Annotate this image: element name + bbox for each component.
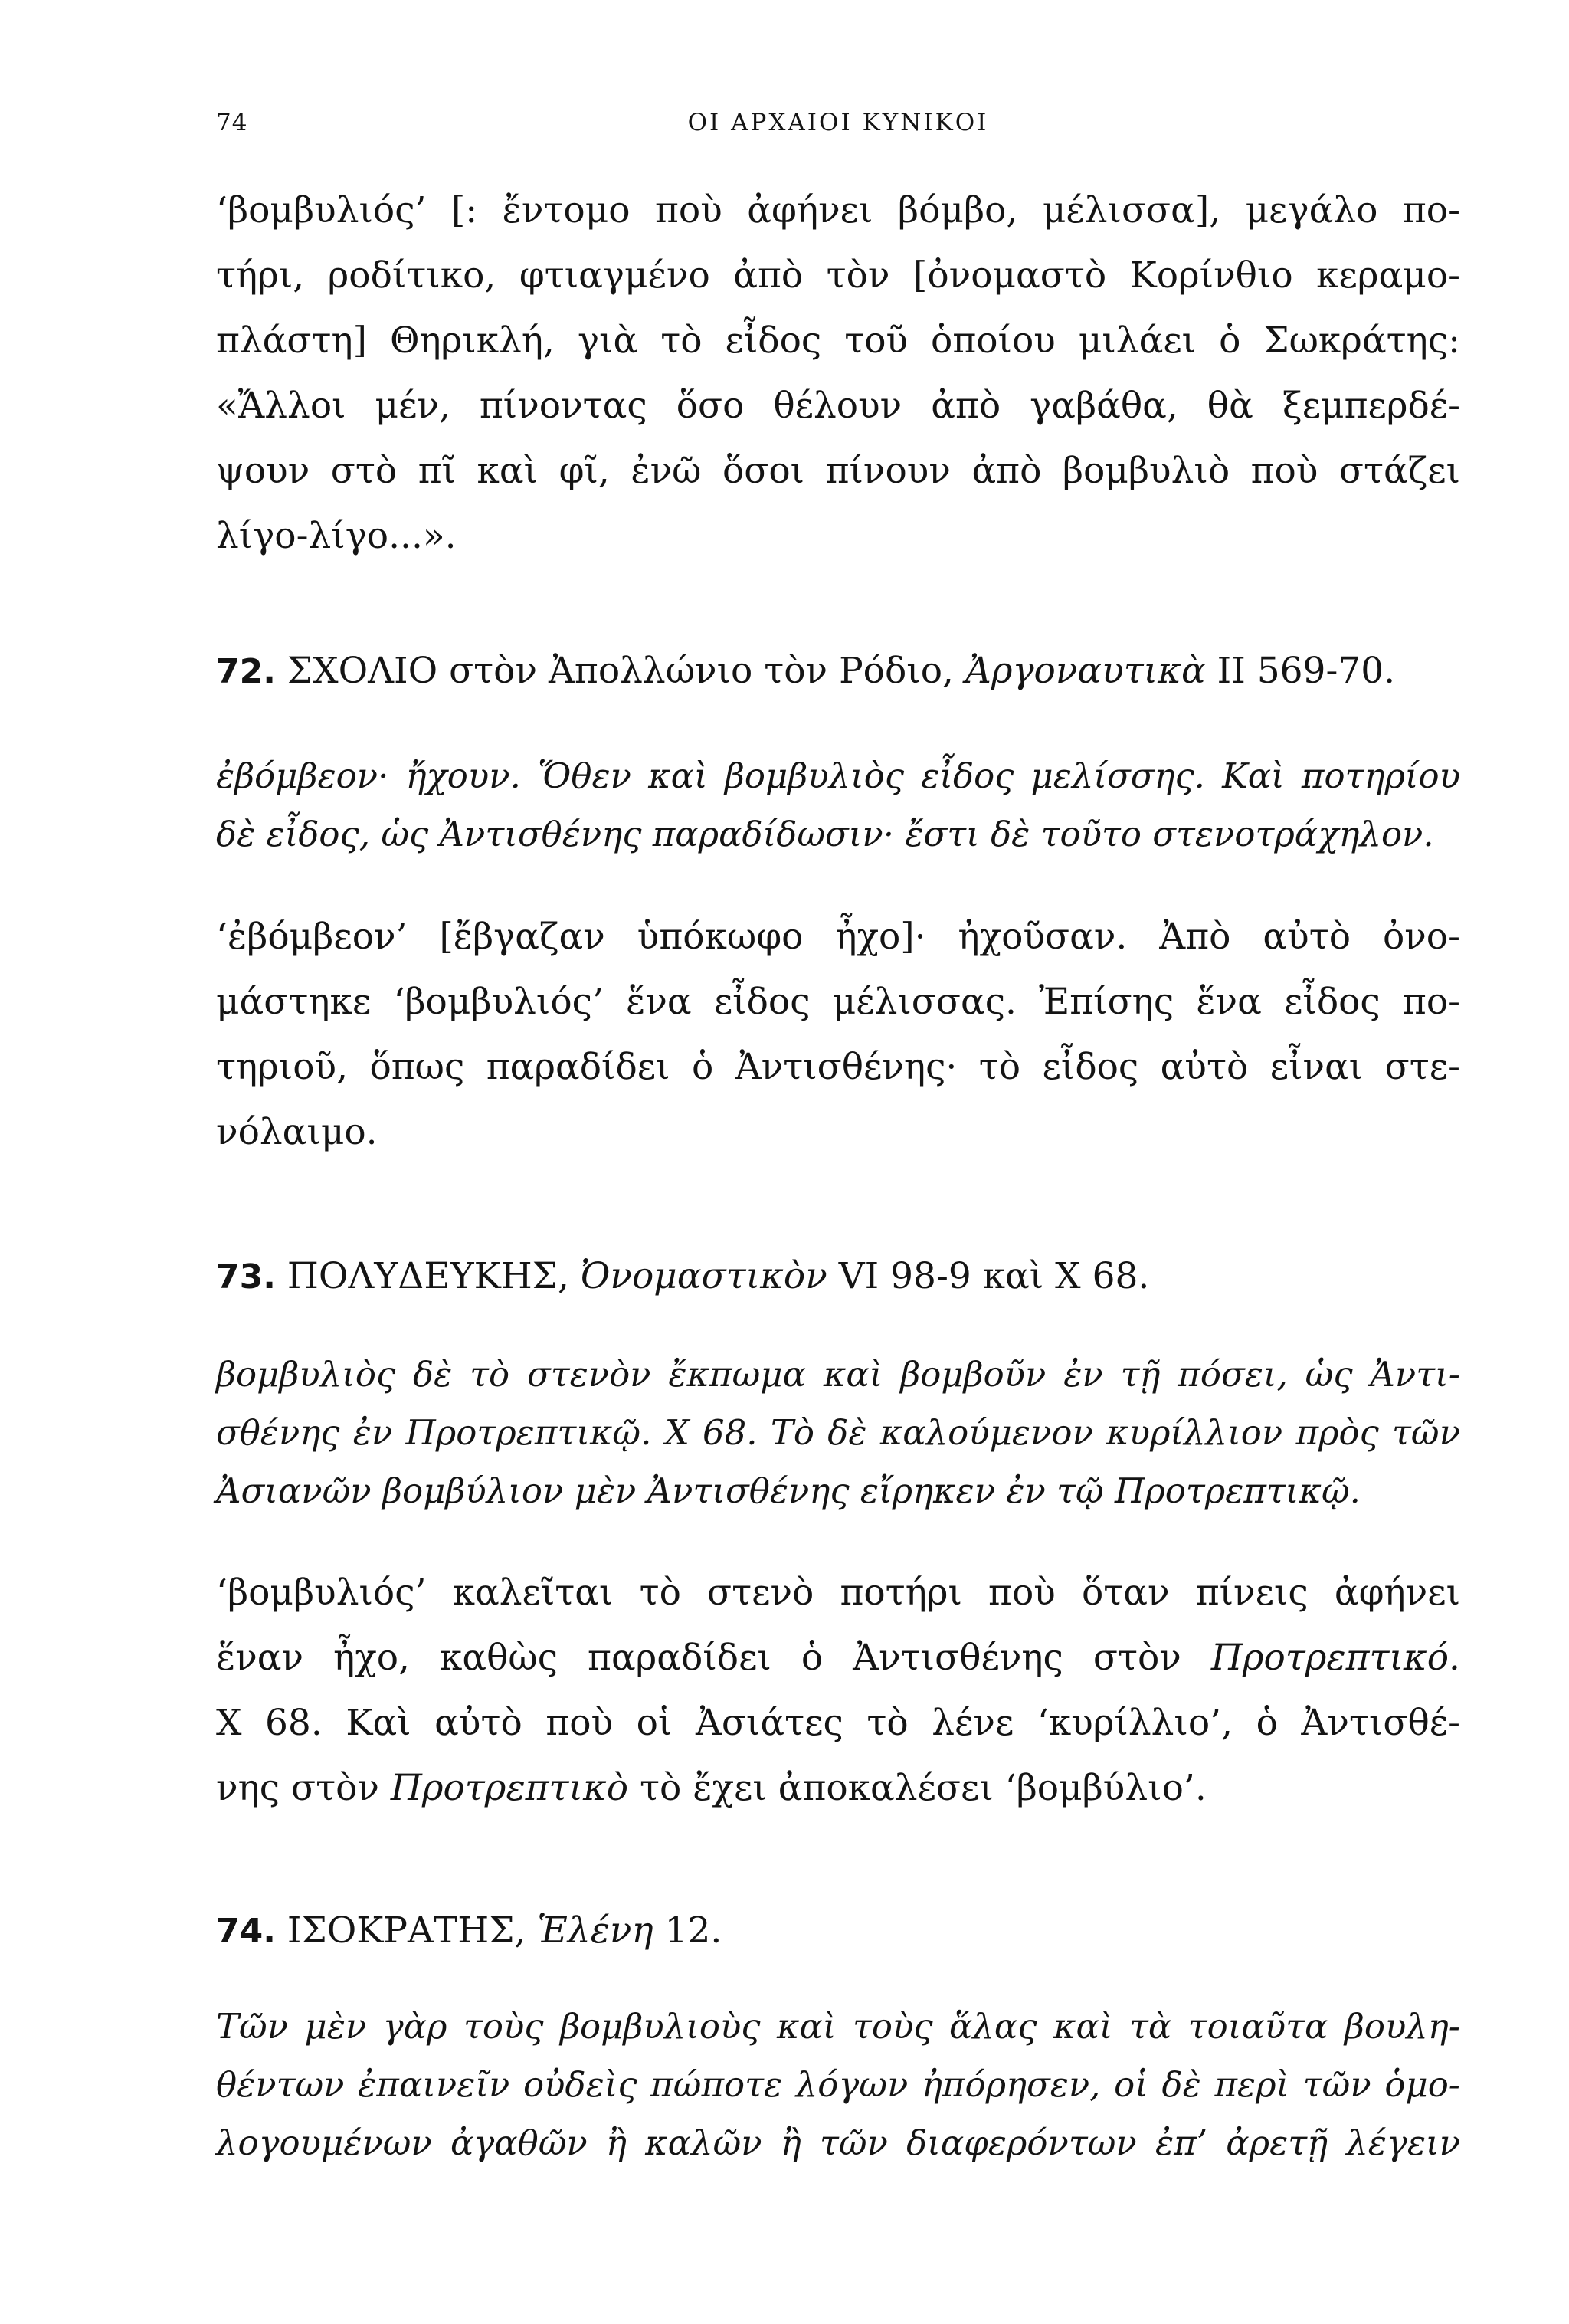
text-line: «Ἄλλοι μέν, πίνοντας ὅσο θέλουν ἀπὸ γαβάθα, θὰ ξεμπερδέ- (216, 385, 1460, 427)
text-line: ψουν στὸ πῖ καὶ φῖ, ἐνῶ ὅσοι πίνουν ἀπὸ βομβυλιὸ ποὺ στάζει (216, 450, 1460, 492)
section-number: 72. (216, 652, 276, 691)
text-line: τηριοῦ, ὅπως παραδίδει ὁ Ἀντισθένης· τὸ εἶδος αὐτὸ εἶναι στε- (216, 1046, 1460, 1088)
source-line: Τῶν μὲν γὰρ τοὺς βομβυλιοὺς καὶ τοὺς ἅλας καὶ τὰ τοιαῦτα βουλη- (216, 2006, 1460, 2047)
source-line: ἐβόμβεον· ἤχουν. Ὅθεν καὶ βομβυλιὸς εἶδος μελίσσης. Καὶ ποτηρίου (216, 756, 1460, 796)
section-heading-74 (216, 1908, 1460, 1955)
text-line (216, 1625, 1460, 1690)
section-reference: II 569-70. (1205, 650, 1396, 692)
work-title-reference: Προτρεπτικὸ (390, 1767, 629, 1809)
text-line: νόλαιμο. (216, 1111, 378, 1153)
text-line (216, 1755, 1460, 1821)
section-work-title: Ἑλένη (537, 1909, 653, 1952)
section-reference: 12. (653, 1909, 722, 1952)
section-reference: VI 98-9 καὶ X 68. (827, 1255, 1150, 1297)
greek-source-text-74 (216, 1998, 1460, 2172)
work-title-reference: Προτρεπτικό. (1210, 1637, 1460, 1679)
text-line: λίγο-λίγο...». (216, 515, 457, 557)
source-line: λογουμένων ἀγαθῶν ἢ καλῶν ἢ τῶν διαφερόντων ἐπ’ ἀρετῇ λέγειν (216, 2122, 1460, 2163)
text-line: πλάστη] Θηρικλή, γιὰ τὸ εἶδος τοῦ ὁποίου μιλάει ὁ Σωκράτης: (216, 320, 1460, 362)
source-line: δὲ εἶδος, ὡς Ἀντισθένης παραδίδωσιν· ἔστι δὲ τοῦτο στενοτράχηλον. (216, 814, 1434, 854)
text-line: ‘ἐβόμβεον’ [ἔβγαζαν ὑπόκωφο ἦχο]· ἠχοῦσαν. Ἀπὸ αὐτὸ ὀνο- (216, 916, 1460, 958)
text-line: X 68. Καὶ αὐτὸ ποὺ οἱ Ἀσιάτες τὸ λένε ‘κυρίλλιο’, ὁ Ἀντισθέ- (216, 1702, 1460, 1744)
source-line: βομβυλιὸς δὲ τὸ στενὸν ἔκπωμα καὶ βομβοῦν ἐν τῇ πόσει, ὡς Ἀντι- (216, 1354, 1460, 1395)
greek-source-text-73 (216, 1346, 1460, 1520)
source-line: θέντων ἐπαινεῖν οὐδεὶς πώποτε λόγων ἠπόρησεν, οἱ δὲ περὶ τῶν ὁμο- (216, 2064, 1460, 2105)
section-work-title: Ἀργοναυτικὰ (965, 650, 1206, 692)
text-line: τήρι, ροδίτικο, φτιαγμένο ἀπὸ τὸν [ὀνομαστὸ Κορίνθιο κεραμο- (216, 254, 1460, 297)
running-head (216, 109, 1460, 147)
translation-paragraph-73 (216, 1560, 1460, 1821)
text-segment: νης στὸν (216, 1767, 391, 1809)
greek-source-text-72 (216, 747, 1460, 864)
section-author: ΠΟΛΥΔΕΥΚΗΣ, (275, 1255, 581, 1297)
section-number: 74. (216, 1912, 276, 1951)
section-heading-73 (216, 1254, 1460, 1300)
page-number: 74 (216, 109, 248, 136)
translation-paragraph-72 (216, 904, 1460, 1165)
source-line: Ἀσιανῶν βομβύλιον μὲν Ἀντισθένης εἴρηκεν ἐν τῷ Προτρεπτικῷ. (216, 1470, 1361, 1511)
text-line: ‘βομβυλιός’ καλεῖται τὸ στενὸ ποτήρι ποὺ ὅταν πίνεις ἀφήνει (216, 1572, 1460, 1614)
text-line: ‘βομβυλιός’ [: ἔντομο ποὺ ἀφήνει βόμβο, μέλισσα], μεγάλο πο- (216, 189, 1460, 231)
section-number: 73. (216, 1257, 276, 1296)
section-author: ΣΧΟΛΙΟ στὸν Ἀπολλώνιο τὸν Ρόδιο, (275, 650, 965, 692)
source-line: σθένης ἐν Προτρεπτικῷ. X 68. Τὸ δὲ καλούμενον κυρίλλιον πρὸς τῶν (216, 1412, 1460, 1453)
running-title: ΟΙ ΑΡΧΑΙΟΙ ΚΥΝΙΚΟΙ (687, 109, 989, 136)
section-author: ΙΣΟΚΡΑΤΗΣ, (275, 1909, 538, 1952)
text-segment: ἕναν ἦχο, καθὼς παραδίδει ὁ Ἀντισθένης στὸν (216, 1637, 1211, 1679)
text-segment: τὸ ἔχει ἀποκαλέσει ‘βομβύλιο’. (628, 1767, 1207, 1809)
continuation-paragraph (216, 178, 1460, 569)
section-heading-72 (216, 648, 1460, 695)
text-line: μάστηκε ‘βομβυλιός’ ἕνα εἶδος μέλισσας. Ἐπίσης ἕνα εἶδος πο- (216, 981, 1460, 1023)
section-work-title: Ὀνομαστικὸν (580, 1255, 827, 1297)
